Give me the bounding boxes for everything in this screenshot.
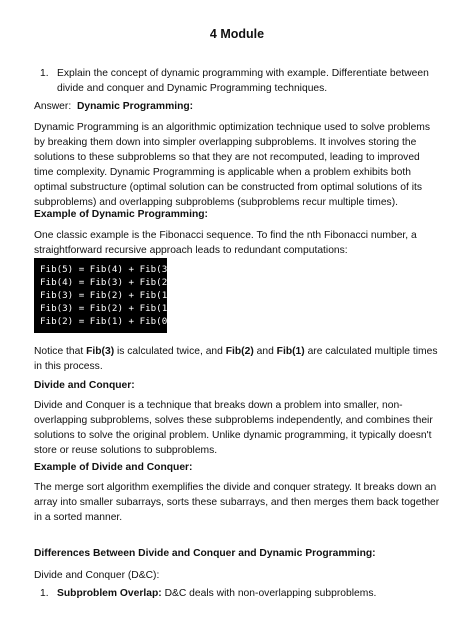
list-item <box>40 586 440 601</box>
code-line: Fib(3) = Fib(2) + Fib(1) <box>40 303 173 314</box>
notice-bold-fib3: Fib(3) <box>86 346 115 357</box>
notice-bold-fib1: Fib(1) <box>276 346 305 357</box>
code-block <box>34 258 173 333</box>
question-number: 1. <box>40 68 49 79</box>
dc-paragraph: Divide and Conquer is a technique that breaks down a problem into smaller, non-overlapping subproblems, solves these subproblems independently, and combines their solutions to solve the original problem. Unlike dynamic programming, it typically doesn't store or reuse solutions to subproblems. <box>34 400 433 456</box>
example-dp-paragraph: One classic example is the Fibonacci sequence. To find the nth Fibonacci number, a straightforward recursive approach leads to redundant computations: <box>34 230 417 256</box>
question-text: Explain the concept of dynamic programming with example. Differentiate between divide and conquer and Dynamic Programming techniques. <box>57 68 429 94</box>
example-dc-paragraph: The merge sort algorithm exemplifies the divide and conquer strategy. It breaks down an array into smaller subarrays, sorts these subarrays, and then merges them back together in a sorted manner. <box>34 482 440 523</box>
list-item-text <box>57 586 440 601</box>
answer-line <box>34 99 440 114</box>
dc-label: Divide and Conquer (D&C): <box>34 570 160 581</box>
question-item <box>40 66 440 96</box>
differences-heading: Differences Between Divide and Conquer and Dynamic Programming: <box>34 548 376 559</box>
code-line: Fib(5) = Fib(4) + Fib(3) <box>40 264 173 275</box>
answer-label: Answer: <box>34 101 72 112</box>
code-line: Fib(4) = Fib(3) + Fib(2) <box>40 277 173 288</box>
example-dc-heading: Example of Divide and Conquer: <box>34 462 193 473</box>
dp-paragraph: Dynamic Programming is an algorithmic optimization technique used to solve problems by breaking them down into simpler overlapping subproblems. It involves storing the solutions to these subproblems so that they are not recomputed, leading to improved time complexity. Dynamic Programming is applicable when a problem exhibits both optimal substructure (optimal solution can be constructed from optimal solutions of its subproblems) and overlapping subproblems (subproblems recur multiple times). <box>34 122 431 208</box>
notice-text: and <box>253 346 277 357</box>
notice-text: are calculated multiple times in this process. <box>34 346 438 372</box>
notice-text: Notice that <box>34 346 87 357</box>
notice-bold-fib2: Fib(2) <box>225 346 254 357</box>
code-line: Fib(3) = Fib(2) + Fib(1) <box>40 290 173 301</box>
dc-heading: Divide and Conquer: <box>34 380 135 391</box>
notice-text: is calculated twice, and <box>114 346 226 357</box>
list-item-label: Subproblem Overlap: <box>57 588 162 599</box>
notice-paragraph <box>34 344 440 374</box>
answer-heading: Dynamic Programming: <box>76 101 194 112</box>
page-title: 4 Module <box>209 27 265 41</box>
list-item-body: D&C deals with non-overlapping subproblems. <box>161 588 377 599</box>
list-item-number: 1. <box>40 588 49 599</box>
example-dp-heading: Example of Dynamic Programming: <box>34 209 208 220</box>
code-line: Fib(2) = Fib(1) + Fib(0) <box>40 316 173 327</box>
